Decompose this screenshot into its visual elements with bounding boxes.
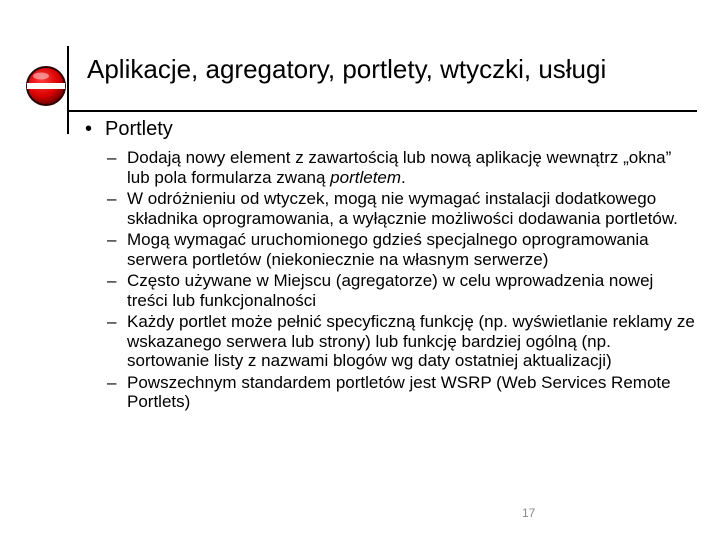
sub-bullet-text: Każdy portlet może pełnić specyficzną funkcję (np. wyświetlanie reklamy ze wskazanego serwera lub strony) lub funkcję bardziej ogólną (np. sortowanie listy z nazwami blogów wg daty ostatniej aktualizacji) (127, 312, 695, 370)
main-bullet (85, 116, 695, 142)
sub-bullet-text: Mogą wymagać uruchomionego gdzieś specjalnego oprogramowania serwera portletów (niekoniecznie na własnym serwerze) (127, 230, 649, 269)
dash-marker: – (107, 230, 117, 249)
page-number: 17 (522, 506, 536, 520)
red-circle-minus-icon (24, 64, 68, 108)
dash-marker: – (107, 148, 117, 167)
sub-bullet-text: W odróżnieniu od wtyczek, mogą nie wymagać instalacji dodatkowego składnika oprogramowania, a wyłącznie możliwości dodawania portletów. (127, 189, 678, 228)
main-bullet-text: Portlety (105, 118, 173, 140)
bullet-marker: • (85, 118, 93, 140)
dash-marker: – (107, 189, 117, 208)
horizontal-rule (67, 110, 697, 112)
sub-bullet-item (107, 271, 695, 310)
sub-bullet-item (107, 189, 695, 228)
sub-bullet-text: Często używane w Miejscu (agregatorze) w celu wprowadzenia nowej treści lub funkcjonalności (127, 271, 654, 310)
sub-bullet-item (107, 230, 695, 269)
sub-bullet-list (85, 148, 695, 412)
sub-bullet-text: Dodają nowy element z zawartością lub nową aplikację wewnątrz „okna” lub pola formularza zwaną (127, 148, 672, 187)
sub-bullet-item (107, 373, 695, 412)
slide-title: Aplikacje, agregatory, portlety, wtyczki, usługi (87, 54, 607, 84)
sub-bullet-text-end: . (401, 167, 406, 187)
dash-marker: – (107, 312, 117, 331)
dash-marker: – (107, 372, 117, 392)
dash-marker: – (107, 271, 117, 290)
sub-bullet-item (107, 148, 695, 187)
sub-bullet-item (107, 312, 695, 371)
slide-body (85, 116, 695, 414)
sub-bullet-text: Powszechnym standardem portletów jest WSRP (Web Services Remote Portlets) (127, 372, 671, 411)
sub-bullet-italic: portletem (330, 167, 402, 187)
